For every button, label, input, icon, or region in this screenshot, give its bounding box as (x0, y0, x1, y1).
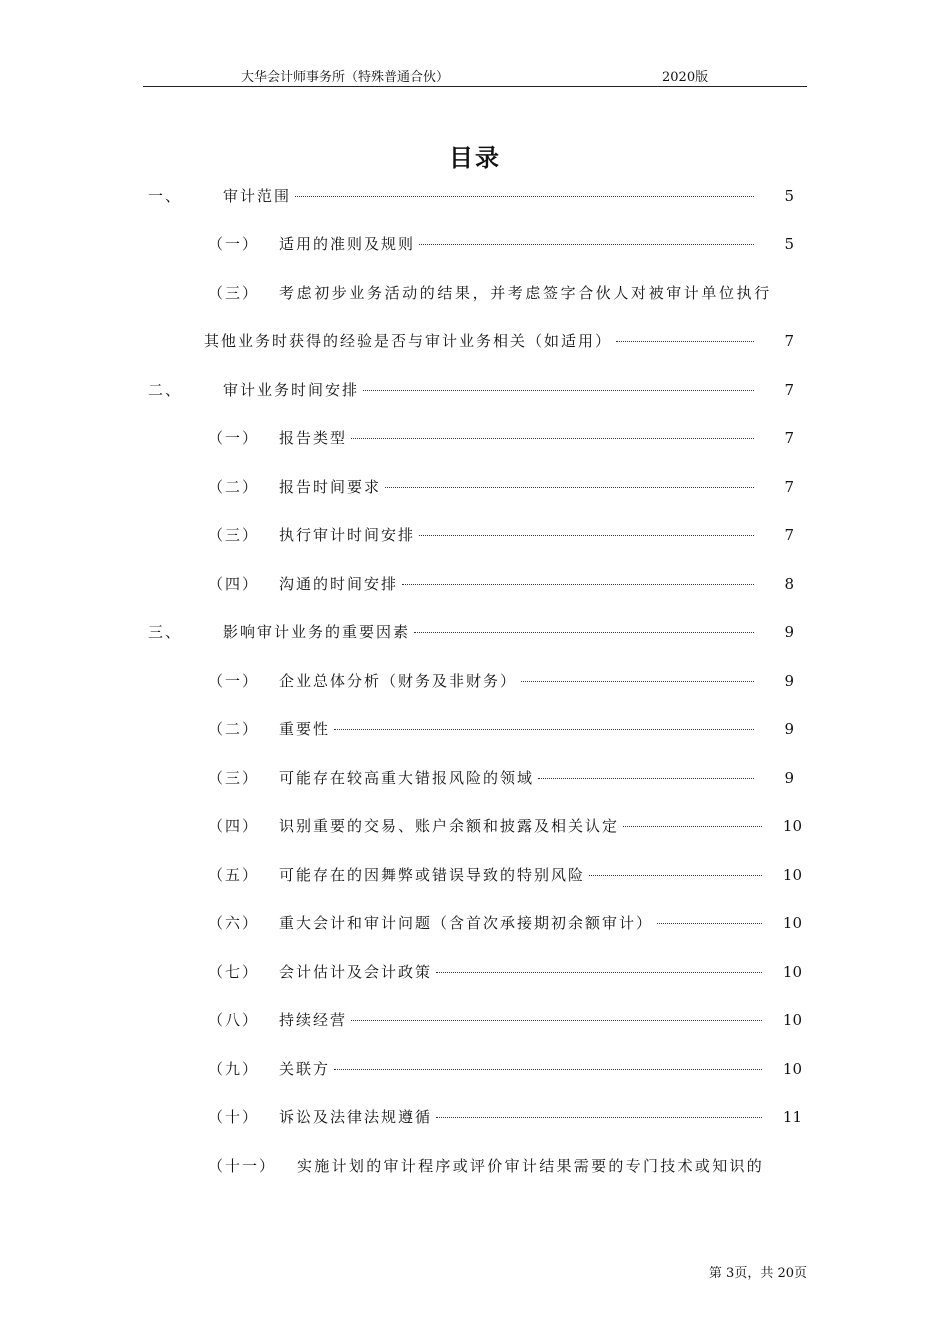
toc-entry[interactable] (0, 1009, 950, 1033)
toc-entry-number: （四） (208, 817, 260, 835)
toc-entry[interactable] (0, 1106, 950, 1130)
toc-entry[interactable] (0, 573, 950, 597)
toc-entry-number: （六） (208, 914, 260, 932)
toc-entry[interactable] (0, 1058, 950, 1082)
toc-entry-text: 会计估计及会计政策 (279, 963, 433, 981)
toc-entry-page: 10 (782, 963, 802, 981)
dot-leader (385, 487, 754, 488)
toc-entry[interactable] (0, 718, 950, 742)
toc-entry-text: 识别重要的交易、账户余额和披露及相关认定 (279, 817, 620, 835)
toc-entry-page: 5 (784, 187, 794, 205)
dot-leader (589, 875, 762, 876)
toc-entry-text: 报告类型 (279, 429, 348, 447)
toc-entry-text: 重大会计和审计问题（含首次承接期初余额审计） (279, 914, 654, 932)
dot-leader (414, 632, 754, 633)
toc-entry[interactable] (0, 524, 950, 548)
header-version: 2020版 (662, 70, 709, 85)
dot-leader (363, 390, 754, 391)
toc-entry-text: 重要性 (279, 720, 331, 738)
toc-entry-number: （三） (208, 284, 260, 302)
dot-leader (419, 244, 754, 245)
toc-entry-continuation[interactable] (0, 330, 950, 354)
toc-entry-number: 三、 (148, 623, 183, 641)
toc-entry-page: 9 (784, 720, 794, 738)
toc-entry-page: 10 (782, 1011, 802, 1029)
toc-entry-page: 10 (782, 817, 802, 835)
toc-entry-number: （一） (208, 429, 260, 447)
toc-entry-page: 11 (782, 1108, 802, 1126)
toc-entry[interactable] (0, 621, 950, 645)
toc-entry[interactable] (0, 185, 950, 209)
toc-entry-number: （三） (208, 769, 260, 787)
dot-leader (616, 341, 754, 342)
toc-entry-text: 实施计划的审计程序或评价审计结果需要的专门技术或知识的 (297, 1157, 765, 1175)
toc-entry-page: 8 (784, 575, 794, 593)
toc-entry[interactable] (0, 233, 950, 257)
toc-entry-page: 10 (782, 1060, 802, 1078)
page-footer: 第 3页，共 20页 (708, 1266, 807, 1281)
dot-leader (657, 923, 762, 924)
toc-entry-text: 可能存在较高重大错报风险的领域 (279, 769, 535, 787)
toc-entry-page: 7 (784, 478, 794, 496)
dot-leader (351, 438, 754, 439)
toc-entry-number: （十） (208, 1108, 260, 1126)
toc-entry-number: （五） (208, 866, 260, 884)
toc-entry-text: 考虑初步业务活动的结果，并考虑签字合伙人对被审计单位执行 (279, 284, 772, 302)
toc-entry-number: （三） (208, 526, 260, 544)
toc-entry[interactable] (0, 670, 950, 694)
toc-entry-page: 10 (782, 866, 802, 884)
toc-entry[interactable] (0, 476, 950, 500)
toc-entry-text: 适用的准则及规则 (279, 235, 416, 253)
dot-leader (419, 535, 754, 536)
toc-entry-page: 7 (784, 526, 794, 544)
toc-entry-number: （七） (208, 963, 260, 981)
toc-entry-page: 7 (784, 429, 794, 447)
page-header (143, 62, 807, 87)
dot-leader (334, 1069, 762, 1070)
dot-leader (538, 778, 754, 779)
toc-entry[interactable] (0, 282, 950, 306)
dot-leader (623, 826, 762, 827)
toc-entry-number: 二、 (148, 381, 183, 399)
toc-entry-number: （八） (208, 1011, 260, 1029)
toc-entry[interactable] (0, 427, 950, 451)
toc-entry-page: 9 (784, 623, 794, 641)
toc-entry-page: 7 (784, 381, 794, 399)
toc-entry[interactable] (0, 912, 950, 936)
toc-entry-number: （十一） (208, 1157, 277, 1175)
toc-entry-text: 执行审计时间安排 (279, 526, 416, 544)
toc-entry-text: 沟通的时间安排 (279, 575, 399, 593)
dot-leader (295, 196, 754, 197)
toc-entry-number: （一） (208, 672, 260, 690)
toc-entry-number: （四） (208, 575, 260, 593)
dot-leader (402, 584, 754, 585)
toc-entry-page: 5 (784, 235, 794, 253)
toc-entry-text: 影响审计业务的重要因素 (223, 623, 411, 641)
toc-entry-text: 审计业务时间安排 (223, 381, 360, 399)
toc-entry-page: 9 (784, 769, 794, 787)
toc-entry-page: 10 (782, 914, 802, 932)
dot-leader (334, 729, 754, 730)
dot-leader (351, 1020, 762, 1021)
toc-entry-text: 报告时间要求 (279, 478, 382, 496)
toc-entry-number: 一、 (148, 187, 183, 205)
toc-entry[interactable] (0, 961, 950, 985)
toc-entry-page: 7 (784, 332, 794, 350)
toc-entry[interactable] (0, 379, 950, 403)
toc-entry-number: （二） (208, 478, 260, 496)
toc-entry-text: 持续经营 (279, 1011, 348, 1029)
toc-entry[interactable] (0, 815, 950, 839)
toc-entry-text-continued: 其他业务时获得的经验是否与审计业务相关（如适用） (204, 332, 613, 350)
header-org: 大华会计师事务所（特殊普通合伙） (241, 70, 450, 85)
toc-entry[interactable] (0, 1155, 950, 1179)
toc-entry-text: 企业总体分析（财务及非财务） (279, 672, 518, 690)
toc-title: 目录 (449, 143, 501, 172)
dot-leader (436, 972, 762, 973)
toc-entry-text: 可能存在的因舞弊或错误导致的特别风险 (279, 866, 586, 884)
dot-leader (436, 1117, 762, 1118)
toc-entry-text: 诉讼及法律法规遵循 (279, 1108, 433, 1126)
toc-entry[interactable] (0, 864, 950, 888)
toc-entry-text: 审计范围 (223, 187, 292, 205)
toc-entry-page: 9 (784, 672, 794, 690)
toc-entry-number: （二） (208, 720, 260, 738)
toc-entry-number: （一） (208, 235, 260, 253)
dot-leader (521, 681, 754, 682)
toc-entry-number: （九） (208, 1060, 260, 1078)
toc-entry[interactable] (0, 767, 950, 791)
toc-entry-text: 关联方 (279, 1060, 331, 1078)
